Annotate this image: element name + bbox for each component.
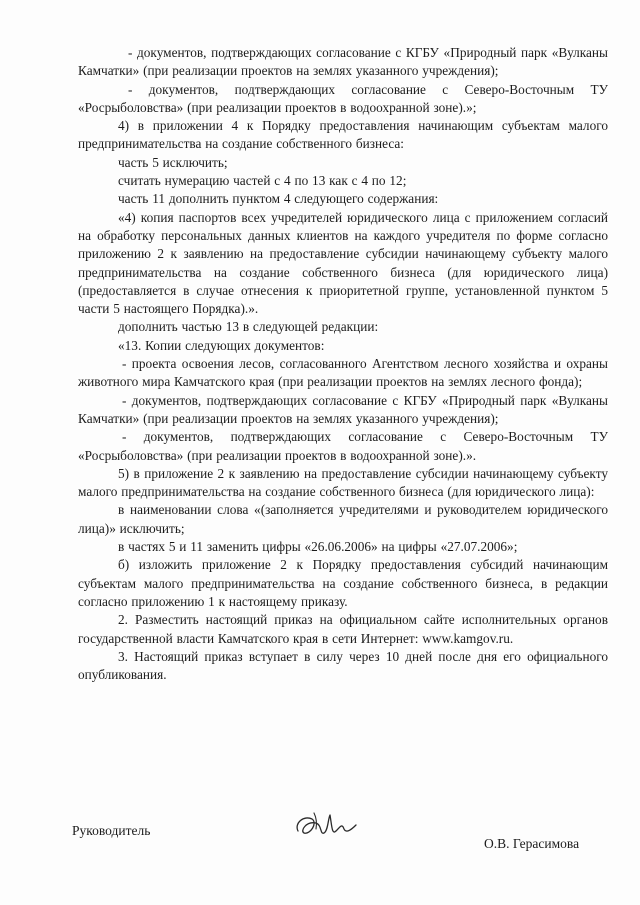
- paragraph-forest-park-approval-1: - документов, подтверждающих согласование с КГБУ «Природный парк «Вулканы Камчатки» (при реализации проектов на землях указанного учреждения);: [78, 45, 608, 79]
- paragraph-passport-copies: «4) копия паспортов всех учредителей юридического лица с приложением согласий на обработку персональных данных клиентов на каждого учредителя по форме согласно приложению 2 к заявлению на предоставление субсидии начинающему субъекту малого предпринимательства на создание собственного бизнеса (для юридического лица) (предоставляется в случае отнесения к приоритетной группе, установленной пунктом 5 части 5 настоящего Порядка).».: [78, 209, 608, 317]
- paragraph-item-4-appendix-4: 4) в приложении 4 к Порядку предоставления начинающим субъектам малого предпринимательства на создание собственного бизнеса:: [78, 118, 608, 152]
- signatory-name: О.В. Герасимова: [484, 836, 580, 851]
- paragraph-part-11-addition: часть 11 дополнить пунктом 4 следующего содержания:: [118, 191, 439, 207]
- paragraph-add-part-13: дополнить частью 13 в следующей редакции:: [118, 319, 379, 335]
- paragraph-forest-park-approval-2: - документов, подтверждающих согласование с КГБУ «Природный парк «Вулканы Камчатки» (при реализации проектов на землях указанного учреждения);: [78, 392, 608, 426]
- handwritten-signature: [290, 805, 360, 847]
- paragraph-title-words-remove: в наименовании слова «(заполняется учредителями и руководителем юридического лица)» исключить;: [78, 502, 608, 536]
- signatory-position: Руководитель: [72, 823, 151, 838]
- paragraph-renumbering: считать нумерацию частей с 4 по 13 как с 4 по 12;: [118, 173, 407, 189]
- paragraph-date-replace: в частях 5 и 11 заменить цифры «26.06.2006» на цифры «27.07.2006»;: [118, 539, 518, 555]
- paragraph-rosrybolovstvo-approval-1: - документов, подтверждающих согласование с Северо-Восточным ТУ «Росрыболовства» (при реализации проектов в водоохранной зоне).»;: [78, 81, 608, 115]
- paragraph-item-3-effective: 3. Настоящий приказ вступает в силу через 10 дней после дня его официального опубликования.: [78, 648, 608, 683]
- paragraph-part-13-heading: «13. Копии следующих документов:: [118, 337, 325, 353]
- document-body: [78, 44, 608, 684]
- paragraph-item-6-new-appendix: б) изложить приложение 2 к Порядку предоставления субсидий начинающим субъектам малого предпринимательства на создание собственного бизнеса, в редакции согласно приложению 1 к настоящему приказу.: [78, 557, 608, 609]
- paragraph-item-2-publish: 2. Разместить настоящий приказ на официальном сайте исполнительных органов государственной власти Камчатского края в сети Интернет: www.kamgov.ru.: [78, 612, 608, 646]
- paragraph-item-5-appendix-2: 5) в приложение 2 к заявлению на предоставление субсидии начинающему субъекту малого предпринимательства на создание собственного бизнеса (для юридического лица):: [78, 465, 608, 500]
- paragraph-part-5-remove: часть 5 исключить;: [118, 154, 228, 170]
- paragraph-forest-project: - проекта освоения лесов, согласованного Агентством лесного хозяйства и охраны животного мира Камчатского края (при реализации проектов на землях лесного фонда);: [78, 356, 608, 390]
- paragraph-rosrybolovstvo-approval-2: - документов, подтверждающих согласование с Северо-Восточным ТУ «Росрыболовства» (при реализации проектов в водоохранной зоне).».: [78, 429, 608, 463]
